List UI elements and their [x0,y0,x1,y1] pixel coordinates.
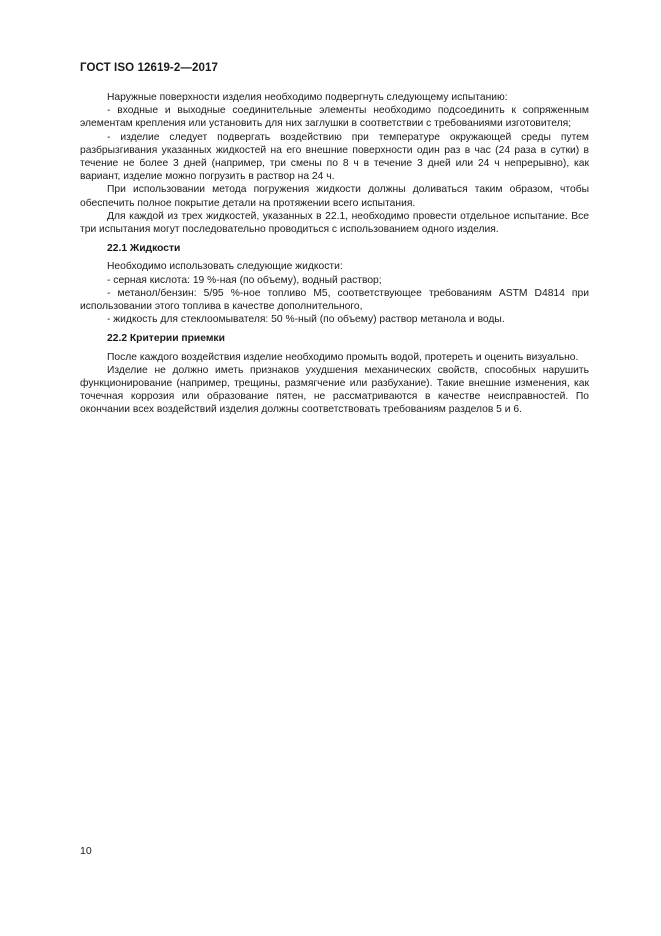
intro-list-item: - изделие следует подвергать воздействию при температуре окружающей среды путем разбрызгивания указанных жидкостей на его внешние поверхности один раз в час (24 раза в сутки) в течение не более 3 дней (например, три смены по 8 ч в течение 3 дней или 24 ч непрерывно), как вариант, изделие можно погрузить в раствор на 24 ч. [80,131,589,183]
section-paragraph: Необходимо использовать следующие жидкости: [107,261,343,273]
section-paragraph: После каждого воздействия изделие необходимо промыть водой, протереть и оценить визуально. [107,351,579,363]
section-list-item: - метанол/бензин: 5/95 %-ное топливо М5, соответствующее требованиям ASTM D4814 при использовании этого топлива в качестве дополнительного, [80,287,589,313]
intro-paragraph: Для каждой из трех жидкостей, указанных в 22.1, необходимо провести отдельное испытание. Все три испытания могут последовательно проводиться с использованием одного изделия. [80,210,589,236]
intro-list-item: - входные и выходные соединительные элементы необходимо подсоединить к сопряженным элементам крепления или установить для них заглушки в соответствии с требованиями изготовителя; [80,105,589,130]
intro-paragraph: Наружные поверхности изделия необходимо подвергнуть следующему испытанию: [107,92,508,103]
section-list-item: - жидкость для стеклоомывателя: 50 %-ный (по объему) раствор метанола и воды. [107,314,505,326]
document-header: ГОСТ ISO 12619-2—2017 [80,62,218,74]
document-body [80,91,589,417]
section-list-item: - серная кислота: 19 %-ная (по объему), водный раствор; [107,274,382,286]
section-heading-22-2: 22.2 Критерии приемки [107,333,225,345]
intro-paragraph: При использовании метода погружения жидкости должны доливаться таким образом, чтобы обеспечить полное покрытие детали на протяжении всего испытания. [80,184,589,209]
page-number: 10 [80,845,92,857]
section-paragraph: Изделие не должно иметь признаков ухудшения механических свойств, способных нарушить функционирование (например, трещины, размягчение или разбухание). Такие внешние изменения, как точечная коррозия или образование пятен, не рассматриваются в качестве неисправностей. По окончании всех воздействий изделия должны соответствовать требованиям разделов 5 и 6. [80,364,589,416]
section-heading-22-1: 22.1 Жидкости [107,243,181,255]
